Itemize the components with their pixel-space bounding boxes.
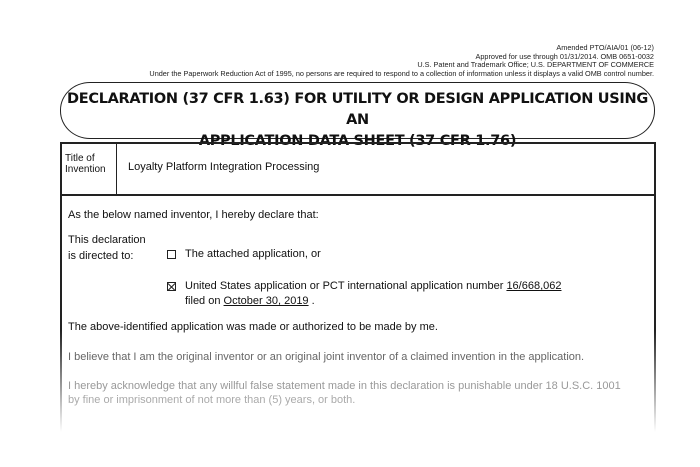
filed-on-label: filed on bbox=[185, 295, 221, 307]
attached-application-label: The attached application, or bbox=[185, 248, 321, 260]
form-header bbox=[417, 44, 654, 70]
attached-application-checkbox[interactable] bbox=[167, 250, 176, 259]
intro-text: As the below named inventor, I hereby declare that: bbox=[68, 209, 319, 221]
declaration-form bbox=[60, 142, 656, 432]
paperwork-notice-text: Under the Paperwork Reduction Act of 1995, no persons are required to respond to a collection of information unless it displays a valid OMB control number. bbox=[149, 69, 654, 78]
statement-penalty: by fine or imprisonment of not more than (5) years, or both. bbox=[68, 394, 356, 406]
invention-title-value: Loyalty Platform Integration Processing bbox=[128, 161, 320, 173]
application-number: 16/668,062 bbox=[506, 280, 562, 292]
us-application-label bbox=[185, 280, 562, 292]
invention-title-label: Title of Invention bbox=[65, 153, 106, 175]
title-line-2: APPLICATION DATA SHEET (37 CFR 1.76) bbox=[198, 133, 517, 149]
filed-on-line: filed on October 30, 2019 . bbox=[185, 295, 315, 307]
form-number: Amended PTO/AIA/01 (06-12) bbox=[556, 43, 654, 52]
approval-note: Approved for use through 01/31/2014. OMB 0651-0032 bbox=[475, 51, 654, 61]
document-title bbox=[60, 82, 655, 149]
statement-original-inventor: I believe that I am the original inventor or an original joint inventor of a claimed invention in the application. bbox=[68, 351, 585, 363]
statement-authorized: The above-identified application was made or authorized to be made by me. bbox=[68, 321, 438, 333]
invention-title-row bbox=[60, 144, 656, 196]
us-application-checkbox[interactable] bbox=[167, 282, 176, 291]
divider bbox=[116, 144, 117, 194]
agency-line: U.S. Patent and Trademark Office; U.S. DEPARTMENT OF COMMERCE bbox=[417, 60, 654, 70]
filed-date: October 30, 2019 bbox=[223, 295, 309, 307]
us-application-text: United States application or PCT international application number bbox=[185, 280, 504, 292]
directed-label-1: This declaration bbox=[68, 234, 146, 246]
paperwork-notice bbox=[149, 70, 654, 79]
title-line-1: DECLARATION (37 CFR 1.63) FOR UTILITY OR DESIGN APPLICATION USING AN bbox=[67, 91, 648, 128]
statement-acknowledge: I hereby acknowledge that any willful false statement made in this declaration is punishable under 18 U.S.C. 1001 bbox=[68, 380, 621, 392]
directed-label-2: is directed to: bbox=[68, 250, 134, 262]
